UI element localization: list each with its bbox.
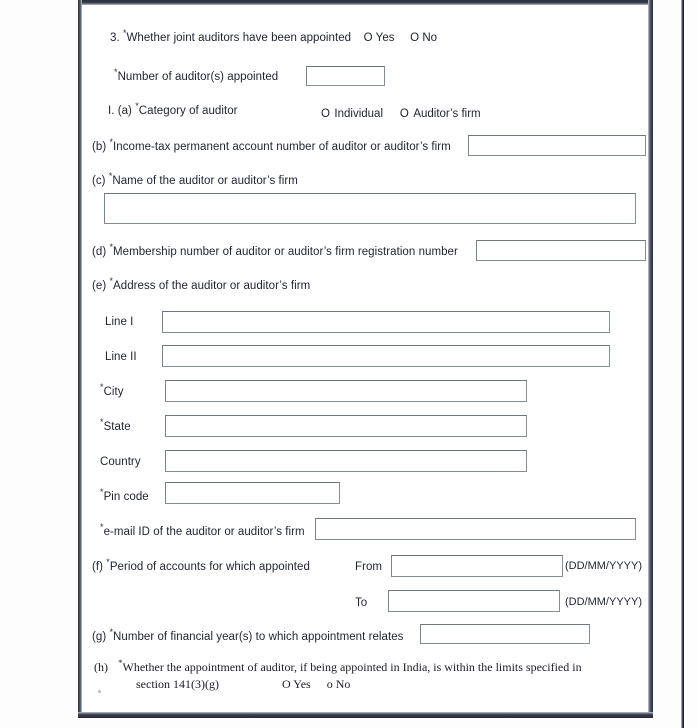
item-d-label xyxy=(92,242,458,259)
item-d-asterisk: * xyxy=(109,242,114,253)
email-label xyxy=(100,522,305,539)
address-state-text: State xyxy=(103,421,131,433)
item-h-label-line-2: section 141(3)(g) xyxy=(136,677,219,691)
question-3-no-radio[interactable]: O xyxy=(410,32,420,44)
category-firm-label[interactable]: Auditor’s firm xyxy=(413,108,481,120)
item-g-asterisk: * xyxy=(109,627,114,638)
item-b-number: (b) xyxy=(92,141,107,153)
address-pin-code-label xyxy=(100,487,149,504)
email-text: e-mail ID of the auditor or auditor’s firm xyxy=(103,526,305,538)
item-b-text: Income-tax permanent account number of auditor or auditor’s firm xyxy=(113,141,451,153)
item-h-no-label[interactable]: No xyxy=(335,677,351,691)
item-b-asterisk: * xyxy=(109,137,114,148)
item-c-text: Name of the auditor or auditor’s firm xyxy=(112,175,298,187)
question-3-yes-label[interactable]: Yes xyxy=(375,32,395,44)
question-3-row xyxy=(110,28,438,45)
item-c-input[interactable] xyxy=(104,193,636,224)
period-to-label: To xyxy=(355,597,368,609)
question-3-asterisk: * xyxy=(122,28,127,39)
period-to-format-hint: (DD/MM/YYYY) xyxy=(565,596,642,608)
item-d-number: (d) xyxy=(92,246,107,258)
item-e-asterisk: * xyxy=(109,276,114,287)
item-a-text: Category of auditor xyxy=(138,105,238,117)
address-country-input[interactable] xyxy=(165,450,527,472)
number-of-auditors-input[interactable] xyxy=(306,66,385,86)
item-a-number: I. (a) xyxy=(108,105,132,117)
address-line-1-label xyxy=(105,315,133,329)
address-line-2-label xyxy=(105,350,137,364)
item-h-yes-label[interactable]: Yes xyxy=(293,677,311,691)
item-h-label-line-1 xyxy=(94,660,582,675)
item-c-label xyxy=(92,171,298,188)
category-of-auditor-options xyxy=(321,104,481,122)
category-firm-radio[interactable]: O xyxy=(399,108,409,120)
address-line-1-text: Line I xyxy=(105,316,134,328)
item-g-label xyxy=(92,627,404,644)
item-c-asterisk: * xyxy=(108,171,113,182)
address-country-label xyxy=(100,455,141,469)
item-f-text: Period of accounts for which appointed xyxy=(109,561,310,573)
address-city-input[interactable] xyxy=(165,380,527,402)
item-d-input[interactable] xyxy=(476,240,646,261)
address-line-1-input[interactable] xyxy=(162,311,610,333)
address-state-input[interactable] xyxy=(165,415,527,437)
item-h-text-1: Whether the appointment of auditor, if being appointed in India, is within the limits specified in xyxy=(122,660,582,674)
question-3-no-label[interactable]: No xyxy=(422,32,438,44)
address-pin-code-text: Pin code xyxy=(103,491,149,503)
address-line-2-input[interactable] xyxy=(162,345,610,367)
address-line-2-text: Line II xyxy=(105,351,137,363)
period-to-input[interactable] xyxy=(388,590,560,612)
scan-edge-far-right xyxy=(681,0,684,728)
item-h-no-radio[interactable]: o xyxy=(326,677,333,691)
item-h-options xyxy=(282,677,350,692)
category-of-auditor-label xyxy=(108,101,238,118)
number-of-auditors-asterisk: * xyxy=(114,67,118,78)
address-country-text: Country xyxy=(100,456,141,468)
item-f-label xyxy=(92,557,310,574)
category-individual-radio[interactable]: O xyxy=(321,108,330,120)
category-individual-label[interactable]: Individual xyxy=(334,108,383,120)
address-city-text: City xyxy=(103,386,124,398)
email-input[interactable] xyxy=(315,518,636,540)
number-of-auditors-label xyxy=(114,67,279,84)
address-state-asterisk: * xyxy=(100,417,104,428)
number-of-auditors-text: Number of auditor(s) appointed xyxy=(117,71,279,83)
item-e-text: Address of the auditor or auditor’s firm xyxy=(113,280,311,292)
period-from-format-hint: (DD/MM/YYYY) xyxy=(565,560,642,572)
item-e-label xyxy=(92,276,311,293)
item-f-number: (f) xyxy=(92,561,104,573)
item-f-asterisk: * xyxy=(106,557,110,568)
form-content xyxy=(80,4,650,714)
item-h-asterisk: * xyxy=(118,658,123,668)
address-pin-code-asterisk: * xyxy=(100,487,104,498)
address-pin-code-input[interactable] xyxy=(165,482,340,504)
address-city-label xyxy=(100,382,124,399)
item-e-number: (e) xyxy=(92,280,107,292)
address-state-label xyxy=(100,417,131,434)
question-3-yes-radio[interactable]: O xyxy=(363,32,373,44)
email-asterisk: * xyxy=(100,522,104,533)
item-h-number: (h) xyxy=(94,660,108,674)
item-g-input[interactable] xyxy=(420,624,590,644)
item-h-yes-radio[interactable]: O xyxy=(282,677,291,691)
question-3-label: Whether joint auditors have been appointed xyxy=(126,32,352,44)
item-a-asterisk: * xyxy=(135,101,139,112)
period-from-label: From xyxy=(355,561,383,573)
item-d-text: Membership number of auditor or auditor’s firm registration number xyxy=(113,246,458,258)
item-g-text: Number of financial year(s) to which appointment relates xyxy=(113,631,404,643)
item-b-input[interactable] xyxy=(468,135,646,156)
period-from-input[interactable] xyxy=(391,555,563,577)
address-city-asterisk: * xyxy=(100,382,104,393)
item-g-number: (g) xyxy=(92,631,107,643)
item-b-label xyxy=(92,137,451,154)
item-c-number: (c) xyxy=(92,175,106,187)
question-3-number: 3. xyxy=(110,32,120,44)
